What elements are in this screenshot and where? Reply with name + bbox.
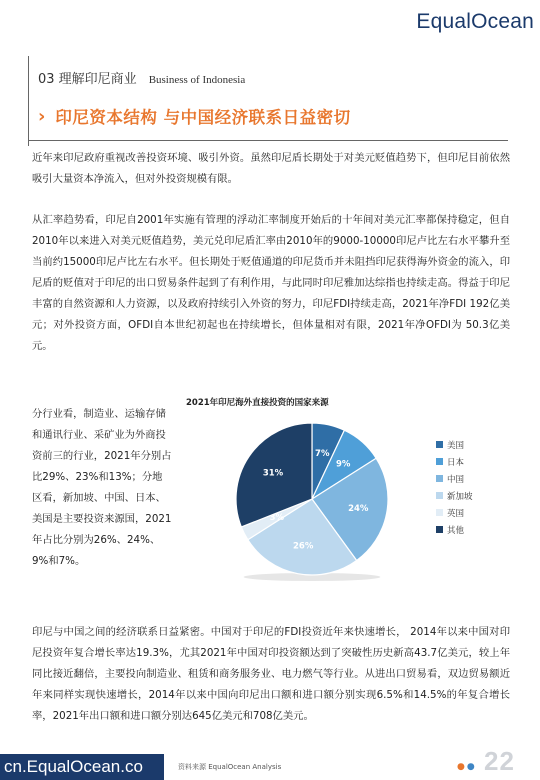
footer-dots-decoration: ●● — [457, 762, 477, 772]
heading-divider — [28, 140, 508, 141]
legend-label-0: 美国 — [447, 441, 465, 451]
paragraph-china-relations: 印尼与中国之间的经济联系日益紧密。中国对于印尼的FDI投资近年来快速增长， 2014年以来中国对印尼投资年复合增长率达19.3%，尤其2021年中国对印投资额达到了突破性历史新高43.7亿美元，较上年同比接近翻倍，主要投向制造业、租赁和商务服务业、电力燃气等行业。从进出口贸易看，双边贸易额近年来同样实现快速增长，2014年以来中国向印尼出口额和进口额分别实现6.5%和14.5%的年复合增长率，2021年出口额和进口额分别达645亿美元和708亿美元。 — [32, 626, 510, 722]
legend-label-3: 新加坡 — [447, 492, 473, 502]
page-heading — [38, 104, 351, 128]
paragraph-industry-breakdown: 分行业看，制造业、运输存储和通讯行业、采矿业为外商投资前三的行业，2021年分别占比29%、23%和13%；分地区看，新加坡、中国、日本、美国是主要投资来源国，2021年占比分别为26%、24%、9%和7%。 — [32, 408, 172, 567]
legend-label-1: 日本 — [447, 458, 465, 468]
footer-source: 资料来源 EqualOcean Analysis — [178, 763, 282, 771]
legend-swatch-4 — [436, 509, 443, 516]
legend-swatch-0 — [436, 441, 443, 448]
pie-chart-svg — [174, 393, 510, 593]
chevron-right-icon: › — [38, 105, 46, 127]
legend-swatch-3 — [436, 492, 443, 499]
legend-swatch-5 — [436, 526, 443, 533]
legend-swatch-1 — [436, 458, 443, 465]
paragraph-intro: 近年来印尼政府重视改善投资环境、吸引外资。虽然印尼盾长期处于对美元贬值趋势下，但印尼目前依然吸引大量资本净流入，但对外投资规模有限。 — [32, 152, 510, 185]
section-header — [38, 68, 245, 87]
section-divider-vertical — [28, 56, 29, 146]
legend-label-4: 英国 — [447, 509, 465, 519]
pie-label-2: 24% — [348, 503, 369, 514]
section-number-title: 03 理解印尼商业 — [38, 72, 137, 87]
pie-label-1: 9% — [335, 459, 351, 470]
pie-label-4: 3% — [269, 512, 285, 523]
pie-label-0: 7% — [315, 449, 330, 460]
fdi-source-chart — [174, 393, 510, 593]
legend-label-2: 中国 — [447, 475, 465, 485]
page-number: 22 — [484, 746, 515, 776]
footer-website-link[interactable]: cn.EqualOcean.co — [0, 754, 164, 780]
chart-title: 2021年印尼海外直接投资的国家来源 — [186, 398, 329, 408]
page-title: 印尼资本结构 与中国经济联系日益密切 — [55, 108, 351, 127]
pie-label-3: 26% — [292, 541, 314, 552]
pie-label-5: 31% — [262, 468, 284, 479]
section-english-title: Business of Indonesia — [148, 74, 246, 86]
legend-swatch-2 — [436, 475, 443, 482]
paragraph-exchange-rate: 从汇率趋势看，印尼自2001年实施有管理的浮动汇率制度开始后的十年间对美元汇率都保持稳定，但自2010年以来进入对美元贬值趋势，美元兑印尼盾汇率由2010年的9000-10000印尼卢比左右水平攀升至当前约15000印尼卢比左右水平。但长期处于贬值通道的印尼货币并未阻挡印尼获得海外资金的流入，印尼盾的贬值对于印尼的出口贸易条件起到了有利作用，与此同时印尼雅加达综指也持续走高。得益于印尼丰富的自然资源和人力资源，以及政府持续引入外资的努力，印尼FDI持续走高，2021年净FDI 192亿美元；对外投资方面，OFDI自本世纪初起也在持续增长，但体量相对有限，2021年净OFDI为 50.3亿美元。 — [32, 214, 510, 352]
legend-label-5: 其他 — [447, 526, 465, 536]
brand-logo: EqualOcean — [416, 10, 534, 33]
